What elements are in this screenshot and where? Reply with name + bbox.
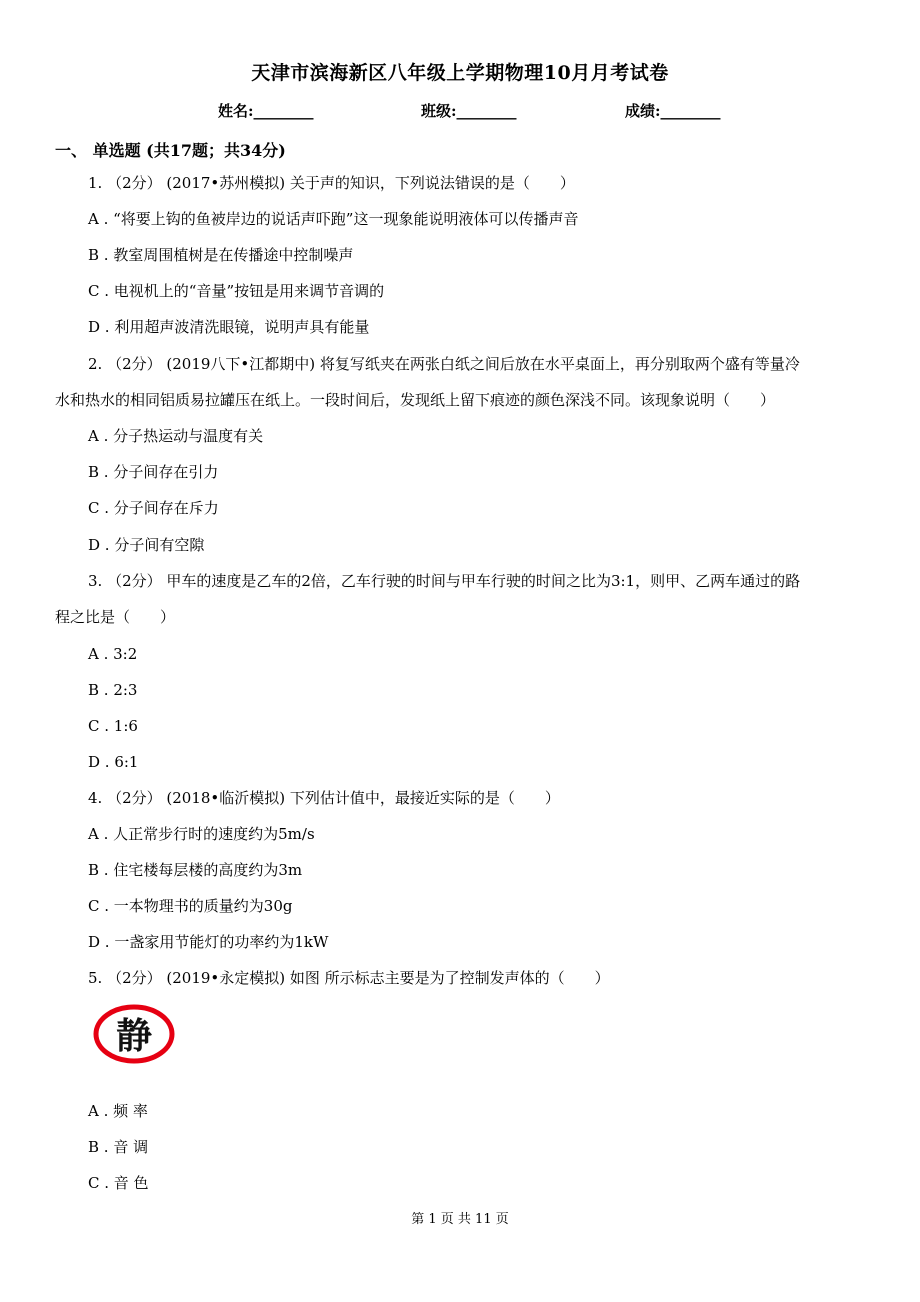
question-2-stem-cont: 水和热水的相同铝质易拉罐压在纸上。一段时间后，发现纸上留下痕迹的颜色深浅不同。该现象说明（ ） <box>55 391 776 409</box>
page-footer: 第 1 页 共 11 页 <box>411 1212 509 1227</box>
question-4-option-d: D . 一盏家用节能灯的功率约为1kW <box>88 933 329 951</box>
question-3-option-a: A . 3:2 <box>88 645 138 663</box>
question-3-option-b: B . 2:3 <box>88 681 138 699</box>
question-1-option-c: C . 电视机上的“音量”按钮是用来调节音调的 <box>88 282 385 300</box>
question-2-option-b: B . 分子间存在引力 <box>88 463 219 481</box>
question-4-option-b: B . 住宅楼每层楼的高度约为3m <box>88 861 303 879</box>
quiet-sign-figure <box>93 1004 175 1064</box>
question-1-stem: 1. （2分） (2017•苏州模拟) 关于声的知识，下列说法错误的是（ ） <box>88 174 575 192</box>
question-5-option-a: A . 频 率 <box>88 1102 148 1120</box>
class-field: 班级:________ <box>421 102 517 120</box>
question-4-option-c: C . 一本物理书的质量约为30g <box>88 897 293 915</box>
question-5-stem: 5. （2分） (2019•永定模拟) 如图 所示标志主要是为了控制发声体的（ ） <box>88 969 610 987</box>
question-4-stem: 4. （2分） (2018•临沂模拟) 下列估计值中，最接近实际的是（ ） <box>88 789 560 807</box>
quiet-sign-text: 静 <box>115 1016 153 1057</box>
question-1-option-b: B . 教室周围植树是在传播途中控制噪声 <box>88 246 354 264</box>
question-3-option-d: D . 6:1 <box>88 753 139 771</box>
question-2-option-d: D . 分子间有空隙 <box>88 536 205 554</box>
question-2-option-a: A . 分子热运动与温度有关 <box>88 427 264 445</box>
section-heading: 一、 单选题 (共17题；共34分) <box>55 141 286 160</box>
question-3-stem-cont: 程之比是（ ） <box>55 608 176 626</box>
question-5-option-c: C . 音 色 <box>88 1174 149 1192</box>
question-3-option-c: C . 1:6 <box>88 717 138 735</box>
question-5-option-b: B . 音 调 <box>88 1138 149 1156</box>
question-3-stem: 3. （2分） 甲车的速度是乙车的2倍，乙车行驶的时间与甲车行驶的时间之比为3:1，则甲、乙两车通过的路 <box>88 572 801 590</box>
question-1-option-d: D . 利用超声波清洗眼镜，说明声具有能量 <box>88 318 370 336</box>
question-4-option-a: A . 人正常步行时的速度约为5m/s <box>88 825 315 843</box>
score-field: 成绩:________ <box>625 102 721 120</box>
question-1-option-a: A . “将要上钩的鱼被岸边的说话声吓跑”这一现象能说明液体可以传播声音 <box>88 210 579 228</box>
question-2-option-c: C . 分子间存在斥力 <box>88 499 219 517</box>
question-2-stem: 2. （2分） (2019八下•江都期中) 将复写纸夹在两张白纸之间后放在水平桌面上，再分别取两个盛有等量冷 <box>88 355 800 373</box>
name-field: 姓名:________ <box>218 102 314 120</box>
exam-title: 天津市滨海新区八年级上学期物理10月月考试卷 <box>251 62 669 84</box>
